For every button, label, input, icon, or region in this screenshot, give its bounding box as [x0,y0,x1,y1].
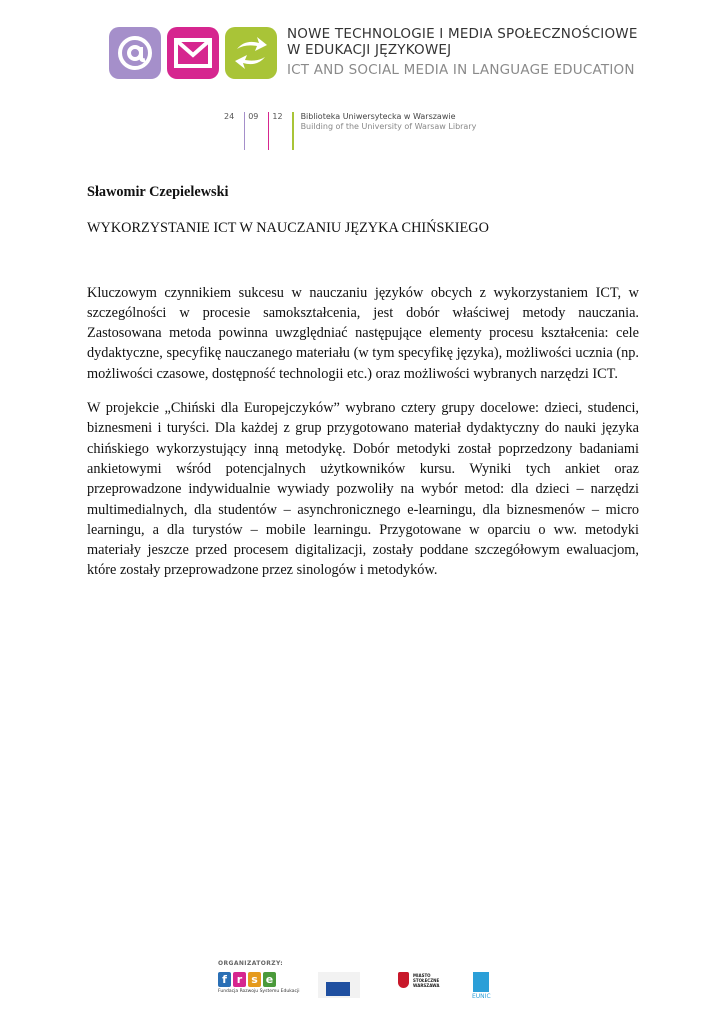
event-day: 24 [224,112,248,150]
frse-letter: f [218,972,231,987]
event-info [224,112,476,150]
title-en: ICT AND SOCIAL MEDIA IN LANGUAGE EDUCATION [287,62,635,78]
share-arrows-icon [225,27,277,79]
venue-en: Building of the University of Warsaw Library [300,121,477,131]
paragraph: W projekcie „Chiński dla Europejczyków” wybrano cztery grupy docelowe: dzieci, studenci, biznesmeni i turyści. Dla każdej z grup przygotowano materiał dydaktyczny do nauki języka chińskiego wykorzystujący inną metodykę. Dobór metodyki został poprzedzony badaniami ankietowymi wśród potencjalnych użytkowników kursu. Wyniki tych ankiet oraz przeprowadzone indywidualnie wywiady pozwoliły na wybór metod: dla dzieci – narzędzi multimedialnych, dla studentów – asynchronicznego e-learningu, dla biznesmenów – micro learningu, a dla turystów – mobile learningu. Przygotowane w oparciu o ww. metodyki materiały jeszcze przed procesem digitalizacji, zostały poddane szczegółowym ewaluacjom, które zostały przeprowadzone przez sinologów i metodyków. [87,400,639,579]
paragraph: Kluczowym czynnikiem sukcesu w nauczaniu języków obcych z wykorzystaniem ICT, w szczególności w procesie samokształcenia, jest dobór właściwej metody nauczania. Zastosowana metoda powinna uwzględniać następujące elementy procesu kształcenia: cele dydaktyczne, specyfikę nauczanego materiału (w tym specyfikę języka), możliwości ucznia (np. możliwości czasowe, dostępność technologii etc.) oraz możliwości wybranych narzędzi ICT. [87,284,639,382]
author-name: Sławomir Czepielewski [87,184,229,200]
event-venue [301,112,477,150]
frse-letter: r [233,972,246,987]
warsaw-text: MIASTO STOŁECZNE WARSZAWA [413,972,440,988]
title-pl-line2: W EDUKACJI JĘZYKOWEJ [287,42,452,58]
document-body [87,182,639,581]
eunic-mark-icon [473,972,489,992]
frse-letter: s [248,972,261,987]
eu-flag-logo [318,972,360,998]
eunic-logo [472,972,491,1000]
title-pl-line1: NOWE TECHNOLOGIE I MEDIA SPOŁECZNOŚCIOWE [287,26,638,42]
envelope-icon [167,27,219,79]
eunic-label: EUNIC [472,993,491,1000]
frse-subtitle: Fundacja Rozwoju Systemu Edukacji [218,989,300,994]
frse-logo [218,972,299,994]
warsaw-crest-icon [398,972,409,988]
organizers-label: ORGANIZATORZY: [218,960,284,967]
at-sign-icon [109,27,161,79]
event-year: 12 [272,112,296,150]
conference-logo [109,27,277,79]
warsaw-logo [398,972,439,988]
event-month: 09 [248,112,272,150]
venue-pl: Biblioteka Uniwersytecka w Warszawie [300,112,456,121]
document-title: WYKORZYSTANIE ICT W NAUCZANIU JĘZYKA CHIŃSKIEGO [87,220,489,237]
frse-letter: e [263,972,276,987]
conference-title [287,26,638,78]
eu-flag-icon [326,982,350,996]
